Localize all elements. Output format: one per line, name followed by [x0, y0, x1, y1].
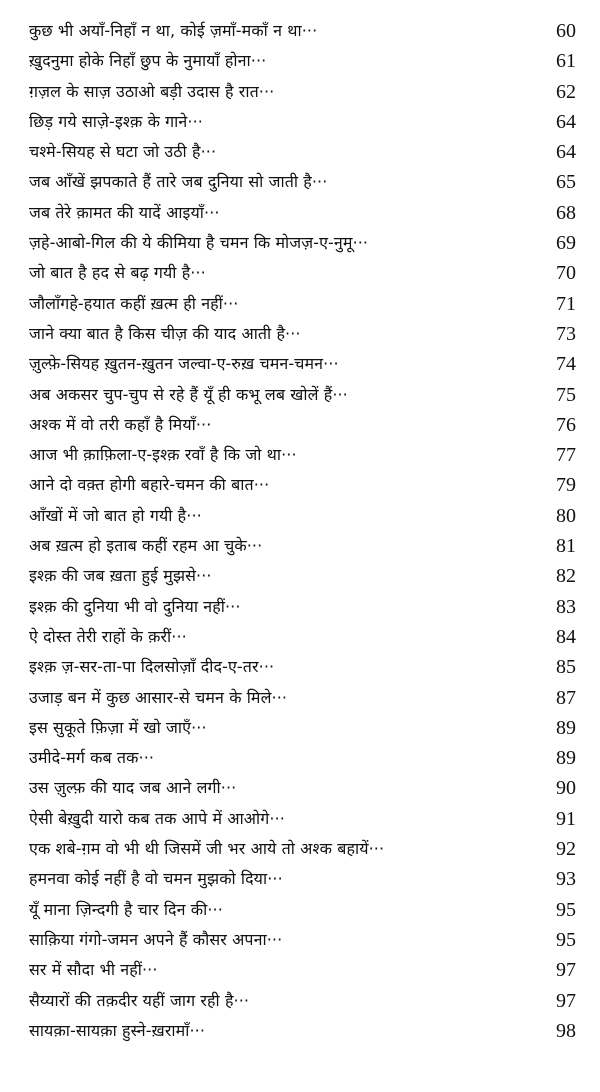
toc-entry-page-number: 90 [556, 777, 576, 800]
toc-entry-title: छिड़ गये साज़े-इश्क़ के गाने··· [29, 111, 203, 131]
toc-entry [0, 986, 600, 1016]
toc-entry [0, 228, 600, 258]
toc-entry [0, 167, 600, 197]
toc-entry-title: इश्क़ ज़-सर-ता-पा दिलसोज़ाँ दीद-ए-तर··· [29, 657, 275, 677]
toc-entry-title: उमीदे-मर्ग कब तक··· [29, 748, 155, 768]
toc-entry-page-number: 89 [556, 716, 576, 739]
toc-entry-title: आँखों में जो बात हो गयी है··· [29, 505, 202, 525]
toc-entry-page-number: 74 [556, 353, 576, 376]
toc-entry-title: इस सुकूते फ़िज़ा में खो जाएँ··· [29, 717, 207, 737]
table-of-contents [0, 16, 600, 1046]
toc-entry [0, 895, 600, 925]
toc-entry-title: चश्मे-सियह से घटा जो उठी है··· [29, 142, 217, 162]
toc-entry-title: ऐसी बेख़ुदी यारो कब तक आपे में आओगे··· [29, 808, 285, 828]
toc-entry-page-number: 73 [556, 322, 576, 345]
toc-entry [0, 77, 600, 107]
toc-entry [0, 46, 600, 76]
toc-entry-page-number: 83 [556, 595, 576, 618]
toc-entry [0, 955, 600, 985]
toc-entry-title: अब ख़त्म हो इताब कहीं रहम आ चुके··· [29, 536, 263, 556]
toc-entry [0, 137, 600, 167]
toc-entry-title: कुछ भी अयाँ-निहाँ न था, कोई ज़माँ-मकाँ न था··· [29, 21, 318, 40]
toc-entry [0, 440, 600, 470]
toc-entry-title: ज़ुल्फ़े-सियह ख़ुतन-ख़ुतन जल्वा-ए-रुख़ चमन-चमन··· [29, 354, 339, 374]
toc-entry-page-number: 97 [556, 989, 576, 1012]
toc-entry-page-number: 75 [556, 383, 576, 406]
toc-entry-page-number: 65 [556, 171, 576, 194]
toc-entry-page-number: 91 [556, 807, 576, 830]
toc-entry-page-number: 62 [556, 80, 576, 103]
toc-entry-title: उजाड़ बन में कुछ आसार-से चमन के मिले··· [29, 687, 288, 707]
toc-entry [0, 198, 600, 228]
toc-entry-page-number: 80 [556, 504, 576, 527]
toc-entry-page-number: 87 [556, 686, 576, 709]
toc-entry [0, 713, 600, 743]
toc-entry-page-number: 60 [556, 20, 576, 42]
toc-entry-title: अब अकसर चुप-चुप से रहे हैं यूँ ही कभू लब खोलें हैं··· [29, 384, 348, 404]
toc-entry-page-number: 64 [556, 110, 576, 133]
toc-entry [0, 834, 600, 864]
toc-entry-page-number: 92 [556, 838, 576, 861]
toc-entry-title: इश्क़ की जब ख़ता हुई मुझसे··· [29, 566, 212, 586]
toc-entry-page-number: 95 [556, 898, 576, 921]
toc-entry-title: ज़हे-आबो-गिल की ये कीमिया है चमन कि मोजज़-ए-नुमू··· [29, 233, 369, 253]
toc-entry-page-number: 85 [556, 656, 576, 679]
toc-entry-page-number: 98 [556, 1019, 576, 1042]
toc-entry [0, 864, 600, 894]
toc-entry [0, 410, 600, 440]
toc-entry-title: सायक़ा-सायक़ा हुस्ने-ख़रामाँ··· [29, 1020, 206, 1040]
toc-entry-page-number: 64 [556, 141, 576, 164]
toc-entry [0, 380, 600, 410]
toc-entry [0, 773, 600, 803]
toc-entry [0, 683, 600, 713]
toc-entry [0, 925, 600, 955]
toc-entry-page-number: 81 [556, 535, 576, 558]
toc-entry-page-number: 79 [556, 474, 576, 497]
toc-entry-page-number: 77 [556, 444, 576, 467]
toc-entry-page-number: 89 [556, 747, 576, 770]
toc-entry [0, 652, 600, 682]
toc-entry-page-number: 69 [556, 232, 576, 255]
toc-entry-title: ऐ दोस्त तेरी राहों के क़रीं··· [29, 626, 187, 646]
toc-entry [0, 531, 600, 561]
toc-entry [0, 501, 600, 531]
toc-entry-page-number: 97 [556, 959, 576, 982]
toc-entry-title: जौलाँगहे-हयात कहीं ख़त्म ही नहीं··· [29, 293, 239, 313]
toc-entry-page-number: 95 [556, 928, 576, 951]
toc-entry-title: हमनवा कोई नहीं है वो चमन मुझको दिया··· [29, 869, 283, 889]
toc-entry-title: इश्क़ की दुनिया भी वो दुनिया नहीं··· [29, 596, 241, 616]
toc-entry-title: ग़ज़ल के साज़ उठाओ बड़ी उदास है रात··· [29, 81, 275, 101]
toc-entry-title: सैय्यारों की तक़दीर यहीं जाग रही है··· [29, 990, 250, 1010]
toc-entry-title: यूँ माना ज़िन्दगी है चार दिन की··· [29, 899, 223, 919]
toc-entry [0, 743, 600, 773]
toc-entry-title: आज भी क़ाफ़िला-ए-इश्क़ रवाँ है कि जो था··· [29, 445, 297, 465]
toc-entry-page-number: 82 [556, 565, 576, 588]
toc-entry-title: जो बात है हद से बढ़ गयी है··· [29, 263, 206, 283]
toc-entry-title: जाने क्या बात है किस चीज़ की याद आती है··· [29, 323, 301, 343]
toc-entry [0, 349, 600, 379]
toc-entry-page-number: 71 [556, 292, 576, 315]
toc-entry [0, 319, 600, 349]
toc-entry [0, 107, 600, 137]
toc-entry-title: एक शबे-ग़म वो भी थी जिसमें जी भर आये तो अश्क बहायें··· [29, 839, 385, 859]
toc-entry [0, 16, 600, 46]
toc-entry-title: जब आँखें झपकाते हैं तारे जब दुनिया सो जाती है··· [29, 172, 328, 192]
toc-entry-title: साक़िया गंगो-जमन अपने हैं कौसर अपना··· [29, 929, 283, 949]
toc-entry [0, 1016, 600, 1046]
toc-entry [0, 470, 600, 500]
toc-entry-title: जब तेरे क़ामत की यादें आइयाँ··· [29, 202, 220, 222]
toc-entry [0, 592, 600, 622]
toc-entry-page-number: 68 [556, 201, 576, 224]
toc-entry [0, 561, 600, 591]
toc-entry [0, 804, 600, 834]
toc-entry-title: सर में सौदा भी नहीं··· [29, 960, 158, 980]
toc-entry-page-number: 93 [556, 868, 576, 891]
toc-entry [0, 622, 600, 652]
toc-entry [0, 258, 600, 288]
toc-entry-title: उस ज़ुल्फ़ की याद जब आने लगी··· [29, 778, 237, 798]
toc-entry-page-number: 76 [556, 413, 576, 436]
toc-entry-title: ख़ुदनुमा होके निहाँ छुप के नुमायाँ होना··· [29, 51, 267, 71]
toc-entry-page-number: 61 [556, 50, 576, 73]
toc-entry-title: अश्क में वो तरी कहाँ है मियाँ··· [29, 414, 212, 434]
toc-entry-page-number: 84 [556, 625, 576, 648]
toc-entry [0, 289, 600, 319]
toc-entry-title: आने दो वक़्त होगी बहारे-चमन की बात··· [29, 475, 270, 495]
toc-entry-page-number: 70 [556, 262, 576, 285]
